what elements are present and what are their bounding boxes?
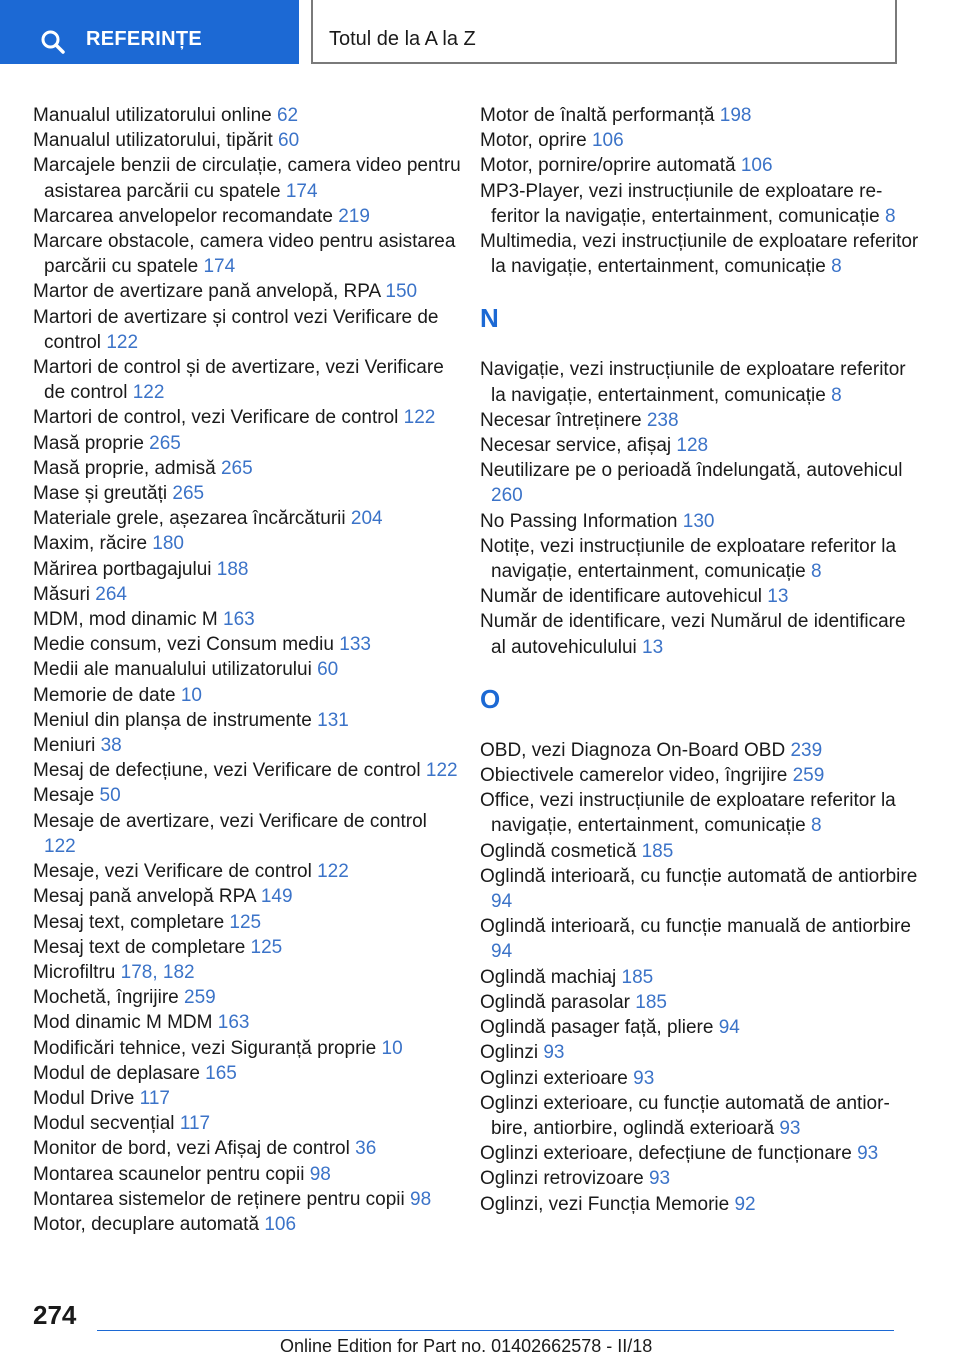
index-entry	[33, 1061, 463, 1086]
index-entry-page-link[interactable]: 198	[719, 105, 752, 126]
index-entry	[33, 1086, 463, 1111]
index-entry-text: Oglinzi retrovizoare	[480, 1168, 644, 1190]
index-entry-text: Oglindă parasolar	[480, 991, 630, 1013]
references-tab-label: REFERINȚE	[86, 28, 203, 50]
index-entry-text: Manualul utilizatorului, tipărit	[33, 130, 273, 152]
index-entry-page-link[interactable]: 122	[403, 407, 436, 429]
index-entry	[33, 859, 463, 884]
index-entry	[33, 456, 463, 481]
index-entry-page-link[interactable]: 150	[385, 281, 418, 303]
index-entry-text: MDM, mod dinamic M	[33, 609, 218, 631]
index-entry-text: Medii ale manualului utilizatorului	[33, 659, 312, 681]
index-entry	[33, 582, 463, 607]
index-entry	[480, 1066, 920, 1091]
index-entry-page-link[interactable]: 8	[811, 815, 822, 837]
index-entry	[33, 1036, 463, 1061]
index-entry-text: Motor, decuplare automată	[33, 1213, 260, 1235]
index-entry	[480, 408, 920, 433]
index-entry-text: Marcajele benzii de circulație, camera video pentru asistarea parcării cu spatele	[33, 155, 461, 202]
index-entry-page-link[interactable]: 163	[223, 609, 255, 631]
index-entry-text: Necesar întreținere	[480, 409, 642, 431]
index-entry-text: Marcare obstacole, camera video pentru asistarea parcării cu spatele	[33, 231, 456, 278]
index-entry	[480, 1040, 920, 1065]
index-entry-text: MP3-Player, vezi instrucțiunile de exploatare referitor la navigație, entertainment, comunicație	[480, 180, 883, 227]
index-entry	[33, 204, 463, 229]
index-entry-page-link[interactable]: 38	[100, 735, 122, 757]
index-entry-page-link[interactable]: 265	[220, 457, 253, 479]
index-entry-text: Navigație, vezi instrucțiunile de exploatare referitor la navigație, entertainment, comunicație	[480, 359, 906, 406]
index-entry-text: Meniuri	[33, 735, 96, 757]
index-entry-page-link[interactable]: 10	[381, 1037, 403, 1059]
index-entry-text: Multimedia, vezi instrucțiunile de exploatare referitor la navigație, entertainment, comunicație	[480, 231, 919, 278]
index-entry-text: Mesaj text, completare	[33, 911, 225, 933]
index-entry	[33, 607, 463, 632]
index-entry-page-link[interactable]: 62	[276, 105, 299, 126]
index-entry-page-link[interactable]: 188	[216, 558, 249, 580]
index-entry-text: Masă proprie, admisă	[33, 457, 216, 479]
index-entry	[480, 128, 920, 153]
index-entry	[33, 1212, 463, 1237]
index-entry-page-link[interactable]: 98	[309, 1163, 331, 1185]
index-column-left	[33, 103, 463, 1237]
index-entry	[480, 458, 920, 508]
index-entry	[33, 405, 463, 430]
footer-divider	[97, 1330, 894, 1331]
index-entry-text: Mochetă, îngrijire	[33, 987, 179, 1009]
index-entry	[480, 864, 920, 914]
index-entry	[33, 985, 463, 1010]
index-entry	[33, 506, 463, 531]
index-entry	[480, 584, 920, 609]
index-entry-page-link[interactable]: 122	[425, 760, 458, 782]
index-entry-text: Necesar service, afișaj	[480, 435, 672, 457]
index-entry-page-link[interactable]: 265	[172, 483, 205, 505]
index-entry	[480, 433, 920, 458]
index-entry	[480, 1192, 920, 1217]
index-entry-text: Modul de deplasare	[33, 1062, 200, 1084]
index-entry-text: Mesaje, vezi Verificare de control	[33, 861, 312, 883]
index-entry-text: Neutilizare pe o perioadă îndelungată, autovehicul	[480, 460, 903, 482]
index-entry-page-link[interactable]: 219	[338, 205, 370, 227]
index-entry-page-link[interactable]: 10	[180, 684, 202, 706]
index-entry	[33, 758, 463, 783]
index-entry	[480, 103, 920, 128]
index-entry-text: Motor de înaltă performanță	[480, 105, 715, 126]
index-entry	[33, 960, 463, 985]
index-entry-page-link[interactable]: 259	[792, 765, 825, 787]
index-entry-text: Modul secvențial	[33, 1113, 175, 1135]
index-entry	[33, 1111, 463, 1136]
index-entry-text: Mase și greutăți	[33, 483, 168, 505]
index-entry-page-link[interactable]: 174	[203, 256, 236, 278]
index-entry-text: Memorie de date	[33, 684, 176, 706]
references-tab[interactable]	[0, 0, 299, 64]
index-entry-text: Modificări tehnice, vezi Siguranță proprie	[33, 1037, 377, 1059]
index-entry-text: Motor, oprire	[480, 130, 587, 152]
index-entry-page-link[interactable]: 8	[831, 256, 842, 278]
index-entry	[33, 657, 463, 682]
index-entry	[33, 355, 463, 405]
index-entry	[480, 229, 920, 279]
index-entry-text: Medie consum, vezi Consum mediu	[33, 634, 334, 656]
index-entry-page-link[interactable]: 125	[250, 936, 283, 958]
index-entry-text: Meniul din planșa de instrumente	[33, 709, 312, 731]
index-entry	[33, 531, 463, 556]
index-entry	[480, 965, 920, 990]
index-entry-text: Oglindă interioară, cu funcție manuală de antiorbire	[480, 916, 911, 938]
index-entry-page-link[interactable]: 50	[99, 785, 121, 807]
index-entry-text: Oglindă pasager față, pliere	[480, 1017, 714, 1039]
index-entry-page-link[interactable]: 93	[779, 1117, 801, 1139]
index-entry	[480, 763, 920, 788]
index-entry	[33, 1162, 463, 1187]
index-entry	[33, 128, 463, 153]
index-entry-page-link[interactable]: 8	[811, 561, 822, 583]
index-entry-text: Măsuri	[33, 583, 91, 605]
index-entry	[33, 809, 463, 859]
index-entry-page-link[interactable]: 122	[317, 861, 349, 883]
index-entry	[33, 557, 463, 582]
a-to-z-tab[interactable]	[311, 0, 897, 64]
index-entry	[33, 910, 463, 935]
index-entry-page-link[interactable]: 94	[718, 1017, 740, 1039]
index-entry	[480, 609, 920, 659]
index-entry-text: Maxim, răcire	[33, 533, 148, 555]
top-navigation	[0, 0, 960, 68]
index-entry	[480, 914, 920, 964]
index-entry	[480, 1166, 920, 1191]
index-entry-page-link[interactable]: 122	[132, 382, 165, 404]
index-entry-page-link[interactable]: 13	[642, 636, 664, 658]
index-entry-text: Oglinzi exterioare	[480, 1067, 628, 1089]
index-entry	[480, 1015, 920, 1040]
index-entry-text: Mesaje de avertizare, vezi Verificare de control	[33, 810, 427, 832]
index-entry-text: Martor de avertizare pană anvelopă, RPA	[33, 281, 381, 303]
index-entry-page-link[interactable]: 174	[285, 180, 318, 202]
index-entry	[33, 884, 463, 909]
index-entry-page-link[interactable]: 122	[44, 835, 76, 857]
index-entry-page-link[interactable]: 60	[317, 659, 339, 681]
index-entry-text: Oglinzi exterioare, cu funcție automată de antiorbire, antiorbire, oglindă exterioară	[480, 1092, 890, 1139]
index-entry-text: Oglindă cosmetică	[480, 840, 637, 862]
index-entry	[33, 733, 463, 758]
index-entry-text: Martori de control, vezi Verificare de control	[33, 407, 399, 429]
index-entry-page-link[interactable]: 264	[95, 583, 127, 605]
index-entry-text: Oglindă interioară, cu funcție automată de antiorbire	[480, 865, 918, 887]
a-to-z-tab-label: Totul de la A la Z	[329, 28, 476, 50]
index-entry-text: Mesaj text de completare	[33, 936, 246, 958]
index-entry	[33, 279, 463, 304]
index-entry	[33, 153, 463, 203]
index-entry	[480, 990, 920, 1015]
index-entry-page-link[interactable]: 93	[633, 1067, 655, 1089]
index-column-right	[480, 103, 920, 1217]
index-entry-page-link[interactable]: 178, 182	[120, 961, 195, 983]
index-entry-text: Materiale grele, așezarea încărcăturii	[33, 508, 346, 530]
index-entry-page-link[interactable]: 106	[740, 155, 773, 177]
index-entry-page-link[interactable]: 130	[682, 510, 715, 532]
index-entry-page-link[interactable]: 93	[543, 1042, 565, 1064]
index-entry-page-link[interactable]: 259	[184, 987, 216, 1009]
index-entry	[480, 788, 920, 838]
index-entry	[33, 683, 463, 708]
index-entry-text: Mod dinamic M MDM	[33, 1012, 213, 1034]
index-entry-page-link[interactable]: 94	[491, 891, 513, 913]
index-entry-page-link[interactable]: 117	[139, 1087, 170, 1109]
index-entry-page-link[interactable]: 93	[648, 1168, 671, 1190]
index-entry-text: OBD, vezi Diagnoza On-Board OBD	[480, 739, 786, 761]
index-entry	[480, 839, 920, 864]
index-entry-page-link[interactable]: 106	[264, 1213, 297, 1235]
index-entry-text: Marcarea anvelopelor recomandate	[33, 205, 333, 227]
index-group-m	[480, 103, 920, 279]
index-entry-page-link[interactable]: 133	[339, 634, 371, 656]
index-entry-page-link[interactable]: 180	[152, 533, 184, 555]
index-entry	[33, 1010, 463, 1035]
index-entry	[33, 305, 463, 355]
index-entry	[480, 179, 920, 229]
index-entry-page-link[interactable]: 13	[767, 586, 789, 608]
index-entry-text: Mesaje	[33, 785, 95, 807]
index-entry-page-link[interactable]: 260	[491, 485, 523, 507]
index-entry-page-link[interactable]: 185	[621, 966, 654, 988]
index-entry-page-link[interactable]: 98	[410, 1188, 432, 1210]
index-entry-text: Montarea scaunelor pentru copii	[33, 1163, 305, 1185]
index-group-n	[480, 357, 920, 659]
index-entry	[33, 708, 463, 733]
index-entry	[33, 431, 463, 456]
index-entry-page-link[interactable]: 106	[591, 130, 624, 152]
index-entry	[33, 229, 463, 279]
index-entry-text: Martori de control și de avertizare, vezi Verificare de control	[33, 357, 444, 404]
index-entry-page-link[interactable]: 265	[149, 432, 181, 454]
index-entry-page-link[interactable]: 94	[491, 941, 513, 963]
index-entry	[480, 1141, 920, 1166]
index-entry-text: Office, vezi instrucțiunile de exploatare referitor la navigație, entertainment, comunicație	[480, 790, 896, 837]
index-entry-page-link[interactable]: 149	[260, 886, 293, 908]
index-entry	[33, 1187, 463, 1212]
index-entry-page-link[interactable]: 131	[317, 709, 349, 731]
section-letter-o: O	[480, 683, 501, 714]
index-entry-page-link[interactable]: 92	[734, 1193, 756, 1215]
index-entry-text: Mesaj pană anvelopă RPA	[33, 886, 256, 908]
index-entry-text: Notițe, vezi instrucțiunile de exploatare referitor la navigație, entertainment, comunicație	[480, 535, 897, 583]
index-entry	[33, 632, 463, 657]
index-entry-page-link[interactable]: 8	[884, 205, 896, 227]
index-entry	[33, 481, 463, 506]
index-entry-page-link[interactable]: 128	[676, 435, 709, 457]
index-entry-page-link[interactable]: 60	[278, 130, 300, 152]
index-entry	[480, 738, 920, 763]
page-number: 274	[33, 1300, 77, 1330]
index-entry-page-link[interactable]: 238	[646, 409, 679, 431]
index-entry-page-link[interactable]: 163	[217, 1012, 250, 1034]
index-entry-page-link[interactable]: 117	[179, 1113, 211, 1135]
index-entry-page-link[interactable]: 204	[350, 508, 383, 530]
index-entry-text: Microfiltru	[33, 961, 116, 983]
index-entry-text: Număr de identificare autovehicul	[480, 586, 762, 608]
index-entry	[33, 783, 463, 808]
index-entry-text: Obiectivele camerelor video, îngrijire	[480, 765, 788, 787]
index-entry	[33, 103, 463, 128]
index-entry	[480, 357, 920, 407]
index-entry-page-link[interactable]: 185	[635, 991, 667, 1013]
index-entry-text: Oglindă machiaj	[480, 966, 617, 988]
index-entry-text: Oglinzi	[480, 1042, 539, 1064]
section-letter-n: N	[480, 303, 499, 334]
index-entry-text: No Passing Information	[480, 510, 678, 532]
edition-footer: Online Edition for Part no. 01402662578 - II/18	[280, 1336, 653, 1356]
index-entry-text: Manualul utilizatorului online	[33, 105, 272, 126]
index-entry-text: Modul Drive	[33, 1087, 135, 1109]
index-entry	[480, 153, 920, 178]
index-entry-page-link[interactable]: 125	[229, 911, 262, 933]
index-entry-text: Masă proprie	[33, 432, 144, 454]
index-entry-text: Oglinzi, vezi Funcția Memorie	[480, 1193, 730, 1215]
index-entry-text: Motor, pornire/oprire automată	[480, 155, 736, 177]
index-entry	[33, 935, 463, 960]
search-icon	[40, 29, 66, 55]
index-entry-text: Mesaj de defecțiune, vezi Verificare de control	[33, 760, 421, 782]
index-entry	[480, 1091, 920, 1141]
index-entry	[33, 1136, 463, 1161]
index-entry-text: Mărirea portbagajului	[33, 558, 212, 580]
index-entry-page-link[interactable]: 239	[790, 739, 823, 761]
index-entry	[480, 534, 920, 584]
index-entry-page-link[interactable]: 185	[641, 840, 674, 862]
index-entry-text: Martori de avertizare și control vezi Verificare de control	[33, 306, 439, 353]
index-entry-page-link[interactable]: 8	[831, 384, 842, 406]
index-entry-page-link[interactable]: 36	[355, 1138, 377, 1160]
index-group-o	[480, 738, 920, 1217]
index-entry-page-link[interactable]: 122	[106, 331, 139, 353]
index-entry-text: Număr de identificare, vezi Numărul de identificare al autovehiculului	[480, 611, 906, 658]
index-entry-page-link[interactable]: 93	[857, 1143, 879, 1165]
index-entry-text: Oglinzi exterioare, defecțiune de funcționare	[480, 1143, 852, 1165]
index-entry-text: Monitor de bord, vezi Afișaj de control	[33, 1138, 350, 1160]
index-entry	[480, 509, 920, 534]
index-entry-text: Montarea sistemelor de reținere pentru copii	[33, 1188, 405, 1210]
index-entry-page-link[interactable]: 165	[205, 1062, 237, 1084]
